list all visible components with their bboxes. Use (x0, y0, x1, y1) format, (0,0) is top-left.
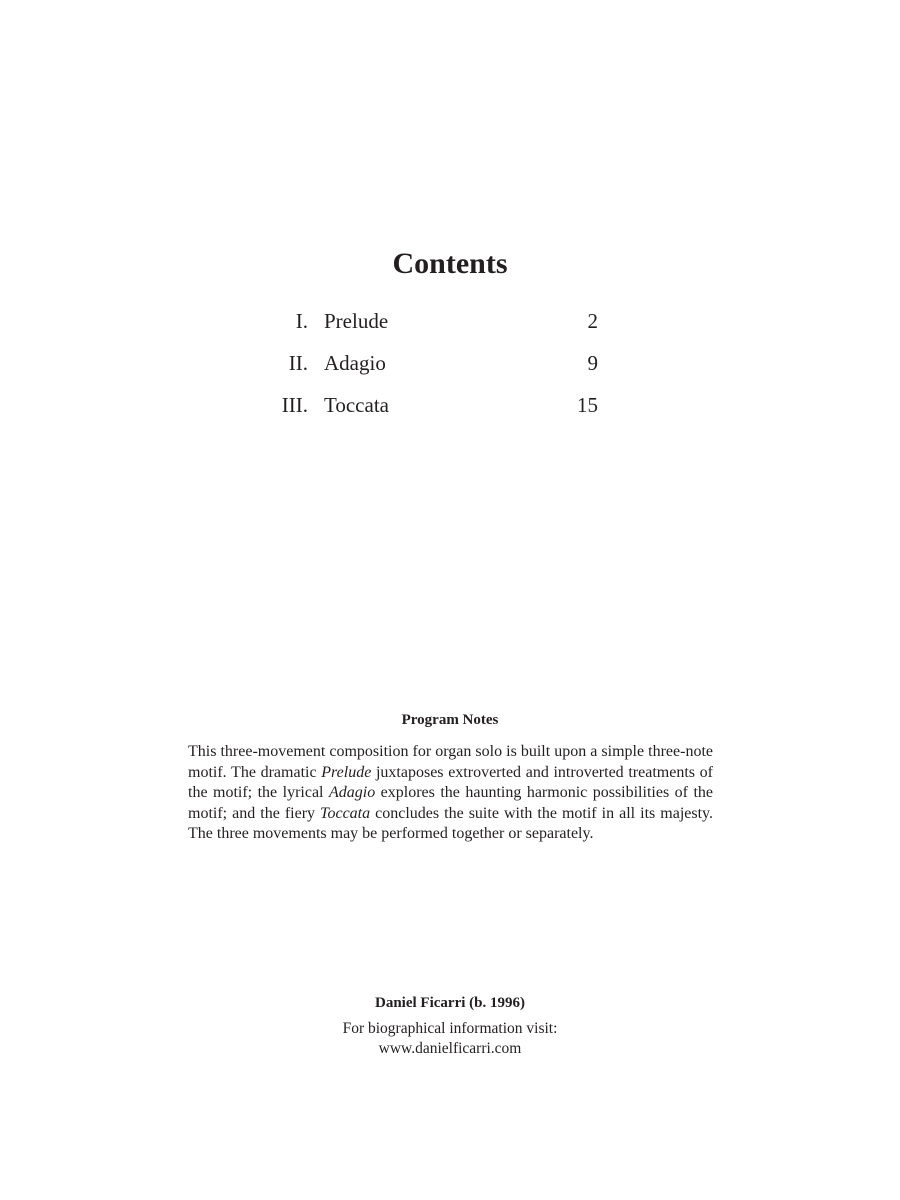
toc-label: Adagio (324, 351, 386, 375)
notes-text: explores the haunting harmonic possibilities of the motif; and the fiery (188, 784, 713, 822)
notes-text: juxtaposes extroverted and introverted treatments of the motif; the lyrical (188, 763, 713, 802)
notes-text: concludes the suite with the motif in all its majesty. The three movements may be performed together or separately. (188, 804, 713, 843)
composer-bio (0, 1019, 900, 1059)
notes-title-toccata: Toccata (320, 804, 371, 822)
toc-numeral: I. (295, 309, 308, 333)
composer-name: Daniel Ficarri (b. 1996) (375, 995, 525, 1011)
notes-title-adagio: Adagio (328, 784, 376, 802)
toc-numeral: II. (288, 351, 308, 375)
toc-entry-prelude[interactable] (250, 300, 650, 342)
toc-label: Prelude (324, 309, 389, 333)
composer-website-link[interactable]: www.danielficarri.com (378, 1040, 522, 1057)
bio-line: For biographical information visit: (342, 1020, 558, 1037)
toc-page-number: 9 (587, 351, 598, 375)
contents-title: Contents (392, 247, 508, 280)
program-notes-body (188, 742, 713, 845)
notes-text: This three-movement composition for organ solo is built upon a simple three-note motif. The dramatic (188, 743, 713, 781)
toc-label: Toccata (324, 393, 389, 417)
table-of-contents (250, 300, 650, 426)
toc-entry-toccata[interactable] (250, 384, 650, 426)
toc-numeral: III. (281, 393, 308, 417)
toc-entry-adagio[interactable] (250, 342, 650, 384)
program-notes-heading: Program Notes (401, 712, 499, 728)
toc-page-number: 2 (587, 309, 598, 333)
toc-page-number: 15 (577, 393, 598, 417)
notes-title-prelude: Prelude (321, 763, 372, 781)
